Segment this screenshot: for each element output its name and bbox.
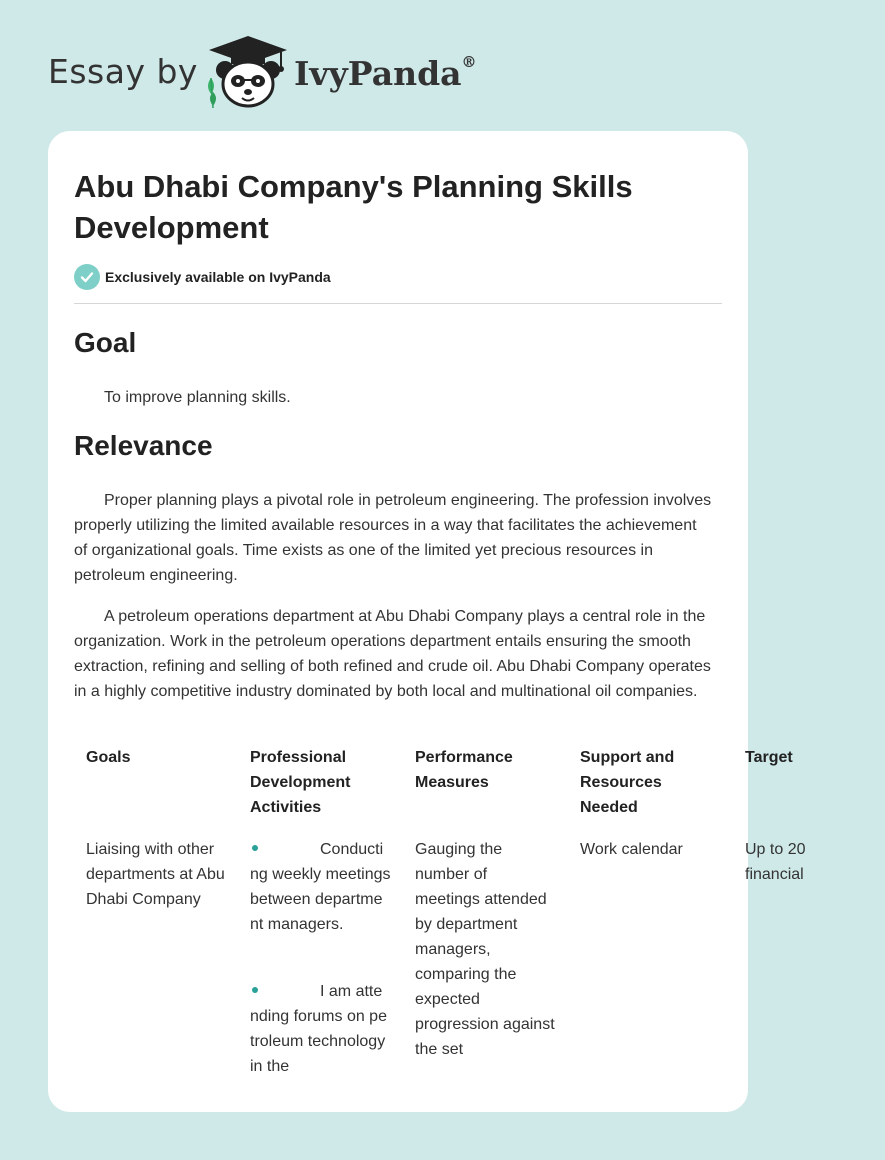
- table-header-resources: Support and Resources Needed: [580, 749, 675, 816]
- section-heading-goal: Goal: [74, 327, 137, 358]
- section-heading-relevance: Relevance: [74, 430, 213, 461]
- goal-paragraph: To improve planning skills.: [104, 389, 291, 406]
- page-title: Abu Dhabi Company's Planning Skills Development: [74, 169, 633, 245]
- brand-name: IvyPanda®: [294, 53, 477, 93]
- bullet-dot-icon: [252, 845, 258, 851]
- relevance-paragraph-1: Proper planning plays a pivotal role in petroleum engineering. The profession involves properly utilizing the limited available resources in a way that facilitates the achievement of organizational goals. Time exists as one of the limited yet precious resources in petroleum engineering.: [74, 492, 712, 584]
- exclusive-label: Exclusively available on IvyPanda: [105, 269, 331, 285]
- divider: [74, 303, 722, 304]
- site-header: [48, 34, 477, 114]
- relevance-paragraph-2: A petroleum operations department at Abu Dhabi Company plays a central role in the organization. Work in the petroleum operations department entails ensuring the smooth extraction, refining and selling of both refined and crude oil. Abu Dhabi Company operates in a highly competitive industry dominated by both local and multinational oil companies.: [74, 608, 711, 700]
- exclusive-badge: [74, 263, 331, 291]
- table-cell-resources: Work calendar: [580, 841, 683, 858]
- table-header-activities: Professional Development Activities: [250, 749, 351, 816]
- activity-item: [250, 979, 391, 1079]
- activity-text: I am attending forums on petroleum technology in the: [250, 983, 387, 1075]
- table-header-goals: Goals: [86, 749, 131, 766]
- brand-prefix: Essay by: [48, 52, 198, 91]
- table-header-target: Target: [745, 749, 793, 766]
- table-cell-target: Up to 20 financial: [745, 841, 806, 883]
- bullet-dot-icon: [252, 987, 258, 993]
- table-cell-measures: Gauging the number of meetings attended by department managers, comparing the expected progression against the set: [415, 841, 555, 1058]
- table-header-measures: Performance Measures: [415, 749, 513, 791]
- table-cell-goal: Liaising with other departments at Abu Dhabi Company: [86, 841, 225, 908]
- check-icon: [74, 264, 100, 290]
- panda-graduate-logo[interactable]: [203, 34, 293, 110]
- activity-item: [250, 837, 391, 937]
- activity-text: Conducting weekly meetings between department managers.: [250, 841, 391, 933]
- essay-card: [48, 131, 806, 1112]
